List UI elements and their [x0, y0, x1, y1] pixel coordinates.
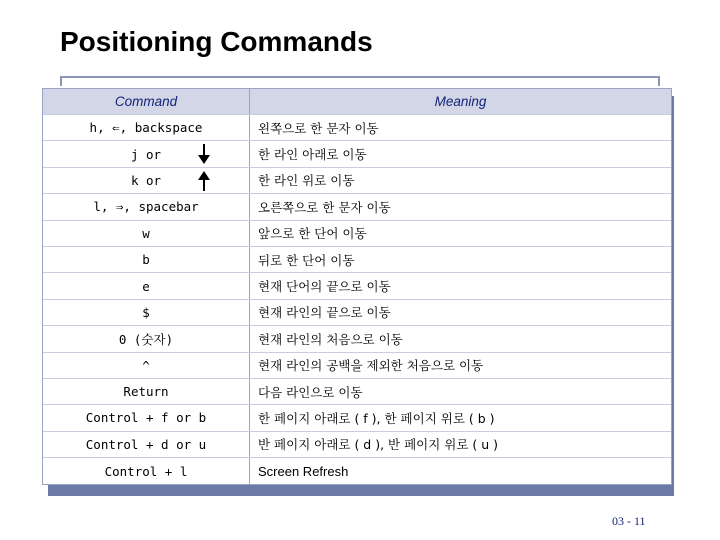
table-row	[43, 353, 671, 379]
decorative-frame	[60, 76, 660, 86]
table-row	[43, 273, 671, 299]
meaning-cell: 한 라인 위로 이동	[258, 173, 355, 189]
meaning-cell: 다음 라인으로 이동	[258, 384, 363, 400]
command-cell: Control + f or b	[43, 405, 250, 430]
down-arrow-icon	[197, 144, 211, 164]
table-row	[43, 432, 671, 458]
table-row	[43, 141, 671, 167]
command-cell: ^	[43, 353, 250, 378]
header-command: Command	[43, 89, 250, 114]
table-row	[43, 405, 671, 431]
command-cell	[43, 168, 250, 193]
header-meaning: Meaning	[434, 94, 487, 109]
meaning-cell: 현재 라인의 끝으로 이동	[258, 305, 391, 321]
command-cell: $	[43, 300, 250, 325]
meaning-cell: 앞으로 한 단어 이동	[258, 226, 367, 242]
command-cell: 0 (숫자)	[43, 326, 250, 351]
command-cell: Control + d or u	[43, 432, 250, 457]
meaning-cell: 오른쪽으로 한 문자 이동	[258, 199, 391, 215]
meaning-cell: 왼쪽으로 한 문자 이동	[258, 120, 379, 136]
table-row	[43, 326, 671, 352]
slide-title: Positioning Commands	[60, 26, 373, 57]
up-arrow-icon	[197, 171, 211, 191]
table-row	[43, 168, 671, 194]
meaning-cell: 뒤로 한 단어 이동	[258, 252, 355, 268]
command-cell: Control + l	[43, 458, 250, 484]
meaning-cell: 현재 라인의 공백을 제외한 처음으로 이동	[258, 358, 484, 374]
table-header-row	[43, 89, 671, 115]
command-text: k or	[130, 172, 162, 188]
command-cell: l, ⇒, spacebar	[43, 194, 250, 219]
meaning-cell: Screen Refresh	[258, 463, 349, 479]
meaning-cell: 한 라인 아래로 이동	[258, 147, 367, 163]
command-cell: b	[43, 247, 250, 272]
table-row	[43, 458, 671, 484]
meaning-cell: 한 페이지 아래로 ( f ), 한 페이지 위로 ( b )	[258, 410, 495, 426]
meaning-cell: 현재 라인의 처음으로 이동	[258, 331, 403, 347]
meaning-cell: 반 페이지 아래로 ( d ), 반 페이지 위로 ( u )	[258, 437, 499, 453]
meaning-cell: 현재 단어의 끝으로 이동	[258, 279, 391, 295]
table-row	[43, 115, 671, 141]
command-cell: e	[43, 273, 250, 298]
page-number: 03 - 11	[612, 514, 646, 528]
command-cell: w	[43, 221, 250, 246]
command-text: j or	[130, 146, 162, 162]
commands-table	[42, 88, 672, 485]
table-row	[43, 247, 671, 273]
table-row	[43, 300, 671, 326]
table-row	[43, 379, 671, 405]
command-cell: Return	[43, 379, 250, 404]
command-cell	[43, 141, 250, 166]
table-row	[43, 194, 671, 220]
command-cell: h, ⇐, backspace	[43, 115, 250, 140]
table-row	[43, 221, 671, 247]
